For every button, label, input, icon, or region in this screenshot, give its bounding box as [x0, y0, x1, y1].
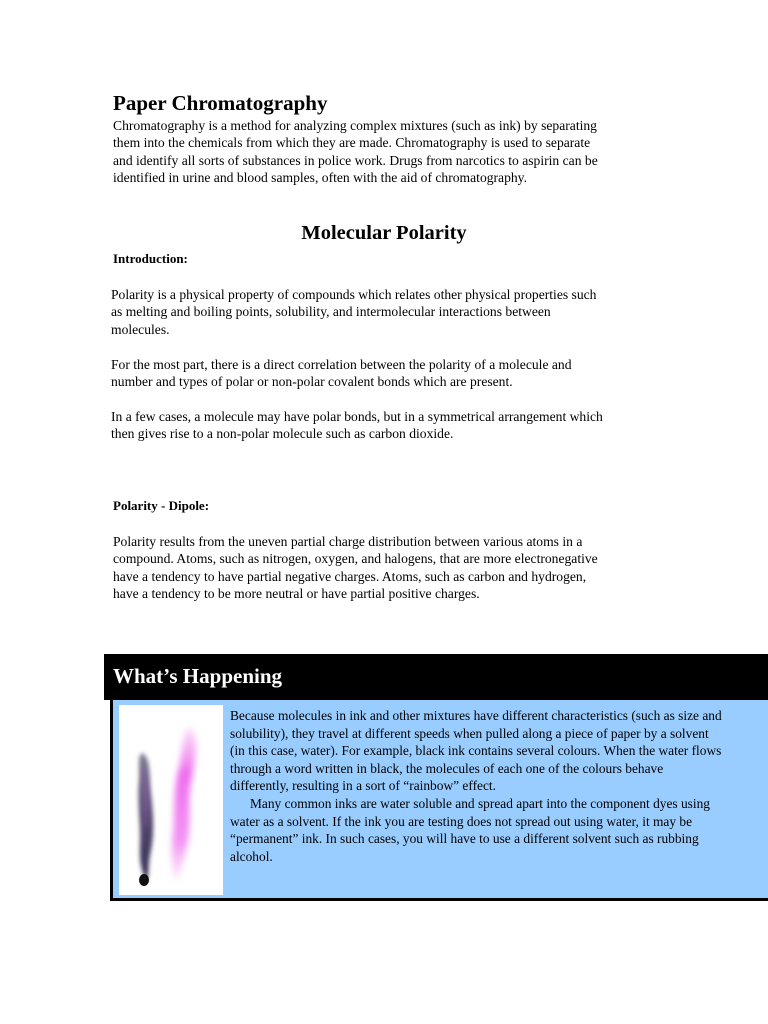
pink-dye-streak	[172, 727, 196, 881]
intro-line: and identify all sorts of substances in police work. Drugs from narcotics to aspirin can be	[113, 152, 598, 168]
box-line: (in this case, water). For example, black ink contains several colours. When the water flows	[230, 743, 722, 759]
introduction-paragraph-2	[111, 356, 572, 391]
paragraph-line: as melting and boiling points, solubility, and intermolecular interactions between	[111, 304, 551, 320]
intro-paragraph	[113, 117, 598, 187]
paragraph-line: Polarity results from the uneven partial charge distribution between various atoms in a	[113, 534, 583, 549]
paragraph-line: In a few cases, a molecule may have polar bonds, but in a symmetrical arrangement which	[111, 409, 603, 424]
paragraph-line: molecules.	[111, 321, 170, 337]
paragraph-line: number and types of polar or non-polar covalent bonds which are present.	[111, 374, 513, 390]
introduction-paragraph-1	[111, 286, 596, 338]
box-line: solubility), they travel at different speeds when pulled along a piece of paper by a solvent	[230, 725, 709, 741]
paragraph-line: Polarity is a physical property of compounds which relates other physical properties such	[111, 287, 597, 302]
whats-happening-box	[110, 700, 768, 901]
document-title: Paper Chromatography	[113, 91, 328, 115]
paragraph-line: For the most part, there is a direct correlation between the polarity of a molecule and	[111, 357, 572, 372]
box-line: through a word written in black, the molecules of each one of the colours behave	[230, 760, 664, 776]
box-line: alcohol.	[230, 848, 273, 864]
ink-chromatogram-illustration	[119, 705, 223, 895]
introduction-heading: Introduction:	[113, 251, 188, 266]
intro-line: identified in urine and blood samples, often with the aid of chromatography.	[113, 170, 527, 186]
paragraph-line: then gives rise to a non-polar molecule such as carbon dioxide.	[111, 426, 454, 442]
box-line: water as a solvent. If the ink you are testing does not spread out using water, it may be	[230, 813, 693, 829]
intro-line: Chromatography is a method for analyzing complex mixtures (such as ink) by separating	[113, 118, 597, 133]
box-line: Many common inks are water soluble and spread apart into the component dyes using	[250, 795, 711, 811]
intro-line: them into the chemicals from which they are made. Chromatography is used to separate	[113, 135, 591, 151]
paragraph-line: have a tendency to have partial negative charges. Atoms, such as carbon and hydrogen,	[113, 568, 587, 584]
paragraph-line: have a tendency to be more neutral or have partial positive charges.	[113, 586, 480, 602]
banner-title: What’s Happening	[113, 664, 283, 688]
whats-happening-text	[230, 707, 722, 865]
section-title: Molecular Polarity	[301, 222, 467, 244]
dipole-heading: Polarity - Dipole:	[113, 498, 210, 513]
introduction-paragraph-3	[111, 408, 603, 443]
box-line: differently, resulting in a sort of “rainbow” effect.	[230, 778, 496, 794]
whats-happening-banner	[104, 654, 768, 700]
box-line: “permanent” ink. In such cases, you will have to use a different solvent such as rubbing	[230, 831, 699, 847]
dipole-paragraph	[113, 533, 598, 603]
ink-origin-dot	[139, 874, 149, 886]
paragraph-line: compound. Atoms, such as nitrogen, oxygen, and halogens, that are more electronegative	[113, 551, 598, 567]
box-line: Because molecules in ink and other mixtures have different characteristics (such as size and	[230, 708, 722, 723]
chromatography-image	[119, 705, 223, 895]
